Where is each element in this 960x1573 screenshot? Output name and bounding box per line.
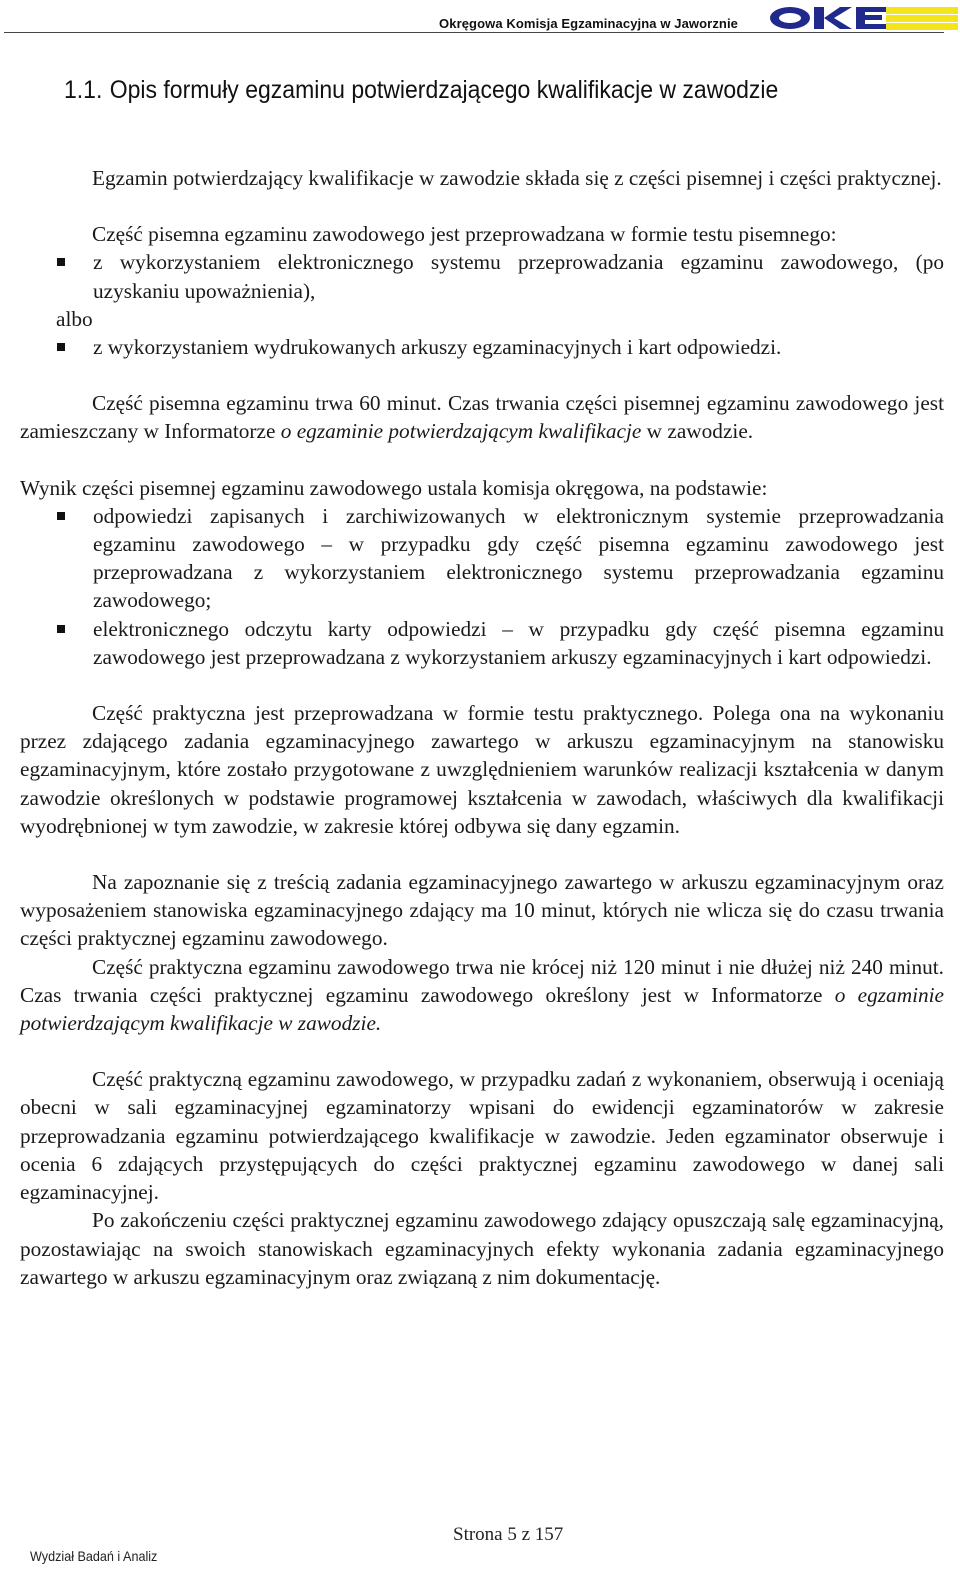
paragraph-preparation-time: Na zapoznanie się z treścią zadania egzaminacyjnego zawartego w arkuszu egzaminacyjnym oraz wyposażeniem stanowiska egzaminacyjnego zdający ma 10 minut, których nie wlicza się do czasu trwania części praktycznej egzaminu zawodowego. (20, 870, 944, 951)
bullet-icon (57, 512, 65, 520)
list-item: odpowiedzi zapisanych i zarchiwizowanych w elektronicznym systemie przeprowadzania egzaminu zawodowego – w przypadku gdy część pisemna egzaminu zawodowego jest przeprowadzana z wykorzystaniem elektronicznego systemu przeprowadzania egzaminu zawodowego; (20, 502, 944, 615)
header-organization: Okręgowa Komisja Egzaminacyjna w Jaworznie (439, 16, 738, 31)
document-body (20, 164, 944, 1291)
section-title (64, 76, 778, 105)
albo-text: albo (56, 306, 93, 331)
list-item: z wykorzystaniem wydrukowanych arkuszy egzaminacyjnych i kart odpowiedzi. (20, 333, 944, 361)
bullet-icon (57, 258, 65, 266)
list-item: z wykorzystaniem elektronicznego systemu przeprowadzania egzaminu zawodowego, (po uzyskaniu upoważnienia), (20, 248, 944, 304)
paragraph-practical-duration: Część praktyczna egzaminu zawodowego trwa nie krócej niż 120 minut i nie dłużej niż 240 minut. Czas trwania części praktycznej egzaminu zawodowego określony jest w Informatorze o egzaminie potwierdzającym kwalifikacje w zawodzie. (20, 954, 945, 1036)
written-forms-list-2 (20, 333, 944, 361)
page-number: Strona 5 z 157 (453, 1524, 564, 1545)
paragraph-1: Egzamin potwierdzający kwalifikacje w zawodzie składa się z części pisemnej i części praktycznej. (92, 166, 942, 190)
paragraph-written-intro: Część pisemna egzaminu zawodowego jest przeprowadzana w formie testu pisemnego: (92, 222, 837, 247)
oke-logo (768, 5, 958, 31)
written-forms-list (20, 248, 944, 304)
result-basis-list (20, 502, 944, 671)
paragraph-practical: Część praktyczna jest przeprowadzana w formie testu praktycznego. Polega ona na wykonaniu przez zdającego zadania egzaminacyjnego zawartego w arkuszu egzaminacyjnym na stanowisku egzaminacyjnym, które zostało przygotowane z uwzględnieniem warunków realizacji kształcenia w danym zawodzie określonych w podstawie programowej kształcenia w zawodach, właściwych dla kwalifikacji wyodrębnionej w tym zawodzie, w zakresie której odbywa się dany egzamin. (20, 701, 944, 838)
section-number: 1.1. (64, 76, 103, 104)
list-item: elektronicznego odczytu karty odpowiedzi – w przypadku gdy część pisemna egzaminu zawodowego jest przeprowadzana z wykorzystaniem arkuszy egzaminacyjnych i kart odpowiedzi. (20, 615, 944, 671)
footer-department: Wydział Badań i Analiz (30, 1548, 158, 1564)
paragraph-written-duration: Część pisemna egzaminu trwa 60 minut. Czas trwania części pisemnej egzaminu zawodowego jest zamieszczany w Informatorze o egzaminie potwierdzającym kwalifikacje w zawodzie. (20, 391, 944, 444)
paragraph-ending: Po zakończeniu części praktycznej egzaminu zawodowego zdający opuszczają salę egzaminacyjną, pozostawiając na swoich stanowiskach egzaminacyjnych efekty wykonania zadania egzaminacyjnego zawartego w arkuszu egzaminacyjnym oraz związaną z nim dokumentację. (20, 1208, 944, 1289)
paragraph-result-intro: Wynik części pisemnej egzaminu zawodowego ustala komisja okręgowa, na podstawie: (20, 475, 768, 500)
bullet-icon (57, 343, 65, 351)
paragraph-examiners: Część praktyczną egzaminu zawodowego, w przypadku zadań z wykonaniem, obserwują i oceniają obecni w sali egzaminacyjnej egzaminatorzy wpisani do ewidencji egzaminatorów w zakresie przeprowadzania egzaminu potwierdzającego kwalifikacje w zawodzie. Jeden egzaminator obserwuje i ocenia 6 zdających przystępujących do części praktycznej egzaminu zawodowego w danej sali egzaminacyjnej. (20, 1067, 944, 1205)
header-divider (4, 32, 944, 33)
bullet-icon (57, 625, 65, 633)
page-header (0, 0, 960, 36)
section-title-text: Opis formuły egzaminu potwierdzającego kwalifikacje w zawodzie (109, 76, 779, 104)
